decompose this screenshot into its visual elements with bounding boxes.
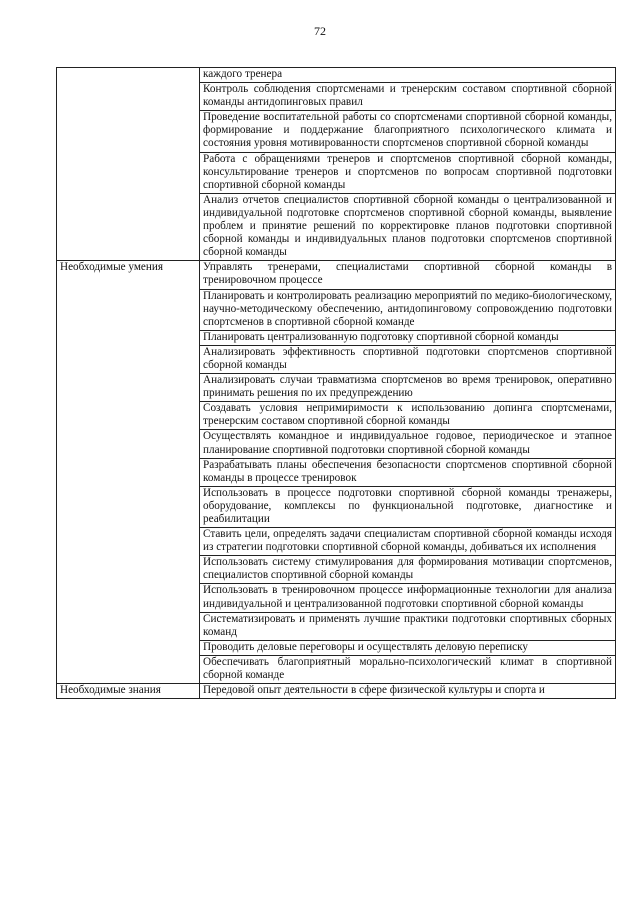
table-row <box>57 261 616 289</box>
requirement-text: Планировать централизованную подготовку спортивной сборной команды <box>200 330 616 345</box>
requirement-text: Систематизировать и применять лучшие практики подготовки спортивных сборных команд <box>200 612 616 640</box>
requirement-text: Осуществлять командное и индивидуальное годовое, периодическое и этапное планирование спортивной подготовки спортивной сборной команды <box>200 430 616 458</box>
requirement-text: Ставить цели, определять задачи специалистам спортивной сборной команды исходя из стратегии подготовки спортивной сборной команды, добиваться их исполнения <box>200 528 616 556</box>
requirement-text: каждого тренера <box>200 68 616 83</box>
requirement-text: Работа с обращениями тренеров и спортсменов спортивной сборной команды, консультирование тренеров и спортсменов по вопросам спортивной подготовки спортивной сборной команды <box>200 152 616 193</box>
table-row <box>57 68 616 83</box>
requirement-text: Проводить деловые переговоры и осуществлять деловую переписку <box>200 640 616 655</box>
section-label: Необходимые умения <box>57 261 200 684</box>
requirement-text: Обеспечивать благоприятный морально-психологический климат в спортивной сборной команде <box>200 655 616 683</box>
requirement-text: Планировать и контролировать реализацию мероприятий по медико-биологическому, научно-методическому обеспечению, антидопинговому сопровождению подготовки спортсменов в спортивной сборной команде <box>200 289 616 330</box>
requirement-text: Использовать в процессе подготовки спортивной сборной команды тренажеры, оборудование, комплексы по функциональной подготовке, диагностике и реабилитации <box>200 486 616 527</box>
requirement-text: Анализировать случаи травматизма спортсменов во время тренировок, оперативно принимать решения по их предупреждению <box>200 374 616 402</box>
requirement-text: Использовать систему стимулирования для формирования мотивации спортсменов, специалистов спортивной сборной команды <box>200 556 616 584</box>
section-label: Необходимые знания <box>57 684 200 699</box>
requirement-text: Анализ отчетов специалистов спортивной сборной команды о централизованной и индивидуальной подготовке спортсменов спортивной сборной команды, выявление проблем и принятие решений по корректировке планов подготовки спортивной сборной команды и индивидуальных планов подготовки спортсменов спортивной сборной команды <box>200 193 616 260</box>
requirement-text: Разрабатывать планы обеспечения безопасности спортсменов спортивной сборной команды в процессе тренировок <box>200 458 616 486</box>
requirement-text: Анализировать эффективность спортивной подготовки спортсменов спортивной сборной команды <box>200 345 616 373</box>
requirement-text: Проведение воспитательной работы со спортсменами спортивной сборной команды, формирование и поддержание благоприятного психологического климата и состояния уровня мотивированности спортсменов спортивной сборной команды <box>200 111 616 152</box>
requirement-text: Создавать условия непримиримости к использованию допинга спортсменами, тренерским составом спортивной сборной команды <box>200 402 616 430</box>
requirement-text: Использовать в тренировочном процессе информационные технологии для анализа индивидуальной и централизованной подготовки спортивной сборной команды <box>200 584 616 612</box>
requirement-text: Передовой опыт деятельности в сфере физической культуры и спорта и <box>200 684 616 699</box>
section-label <box>57 68 200 261</box>
table-row <box>57 684 616 699</box>
requirement-text: Управлять тренерами, специалистами спортивной сборной команды в тренировочном процессе <box>200 261 616 289</box>
page-number: 72 <box>314 24 326 38</box>
qualification-table <box>56 67 616 699</box>
requirement-text: Контроль соблюдения спортсменами и тренерским составом спортивной сборной команды антидопинговых правил <box>200 83 616 111</box>
qualification-table-body <box>57 68 616 699</box>
